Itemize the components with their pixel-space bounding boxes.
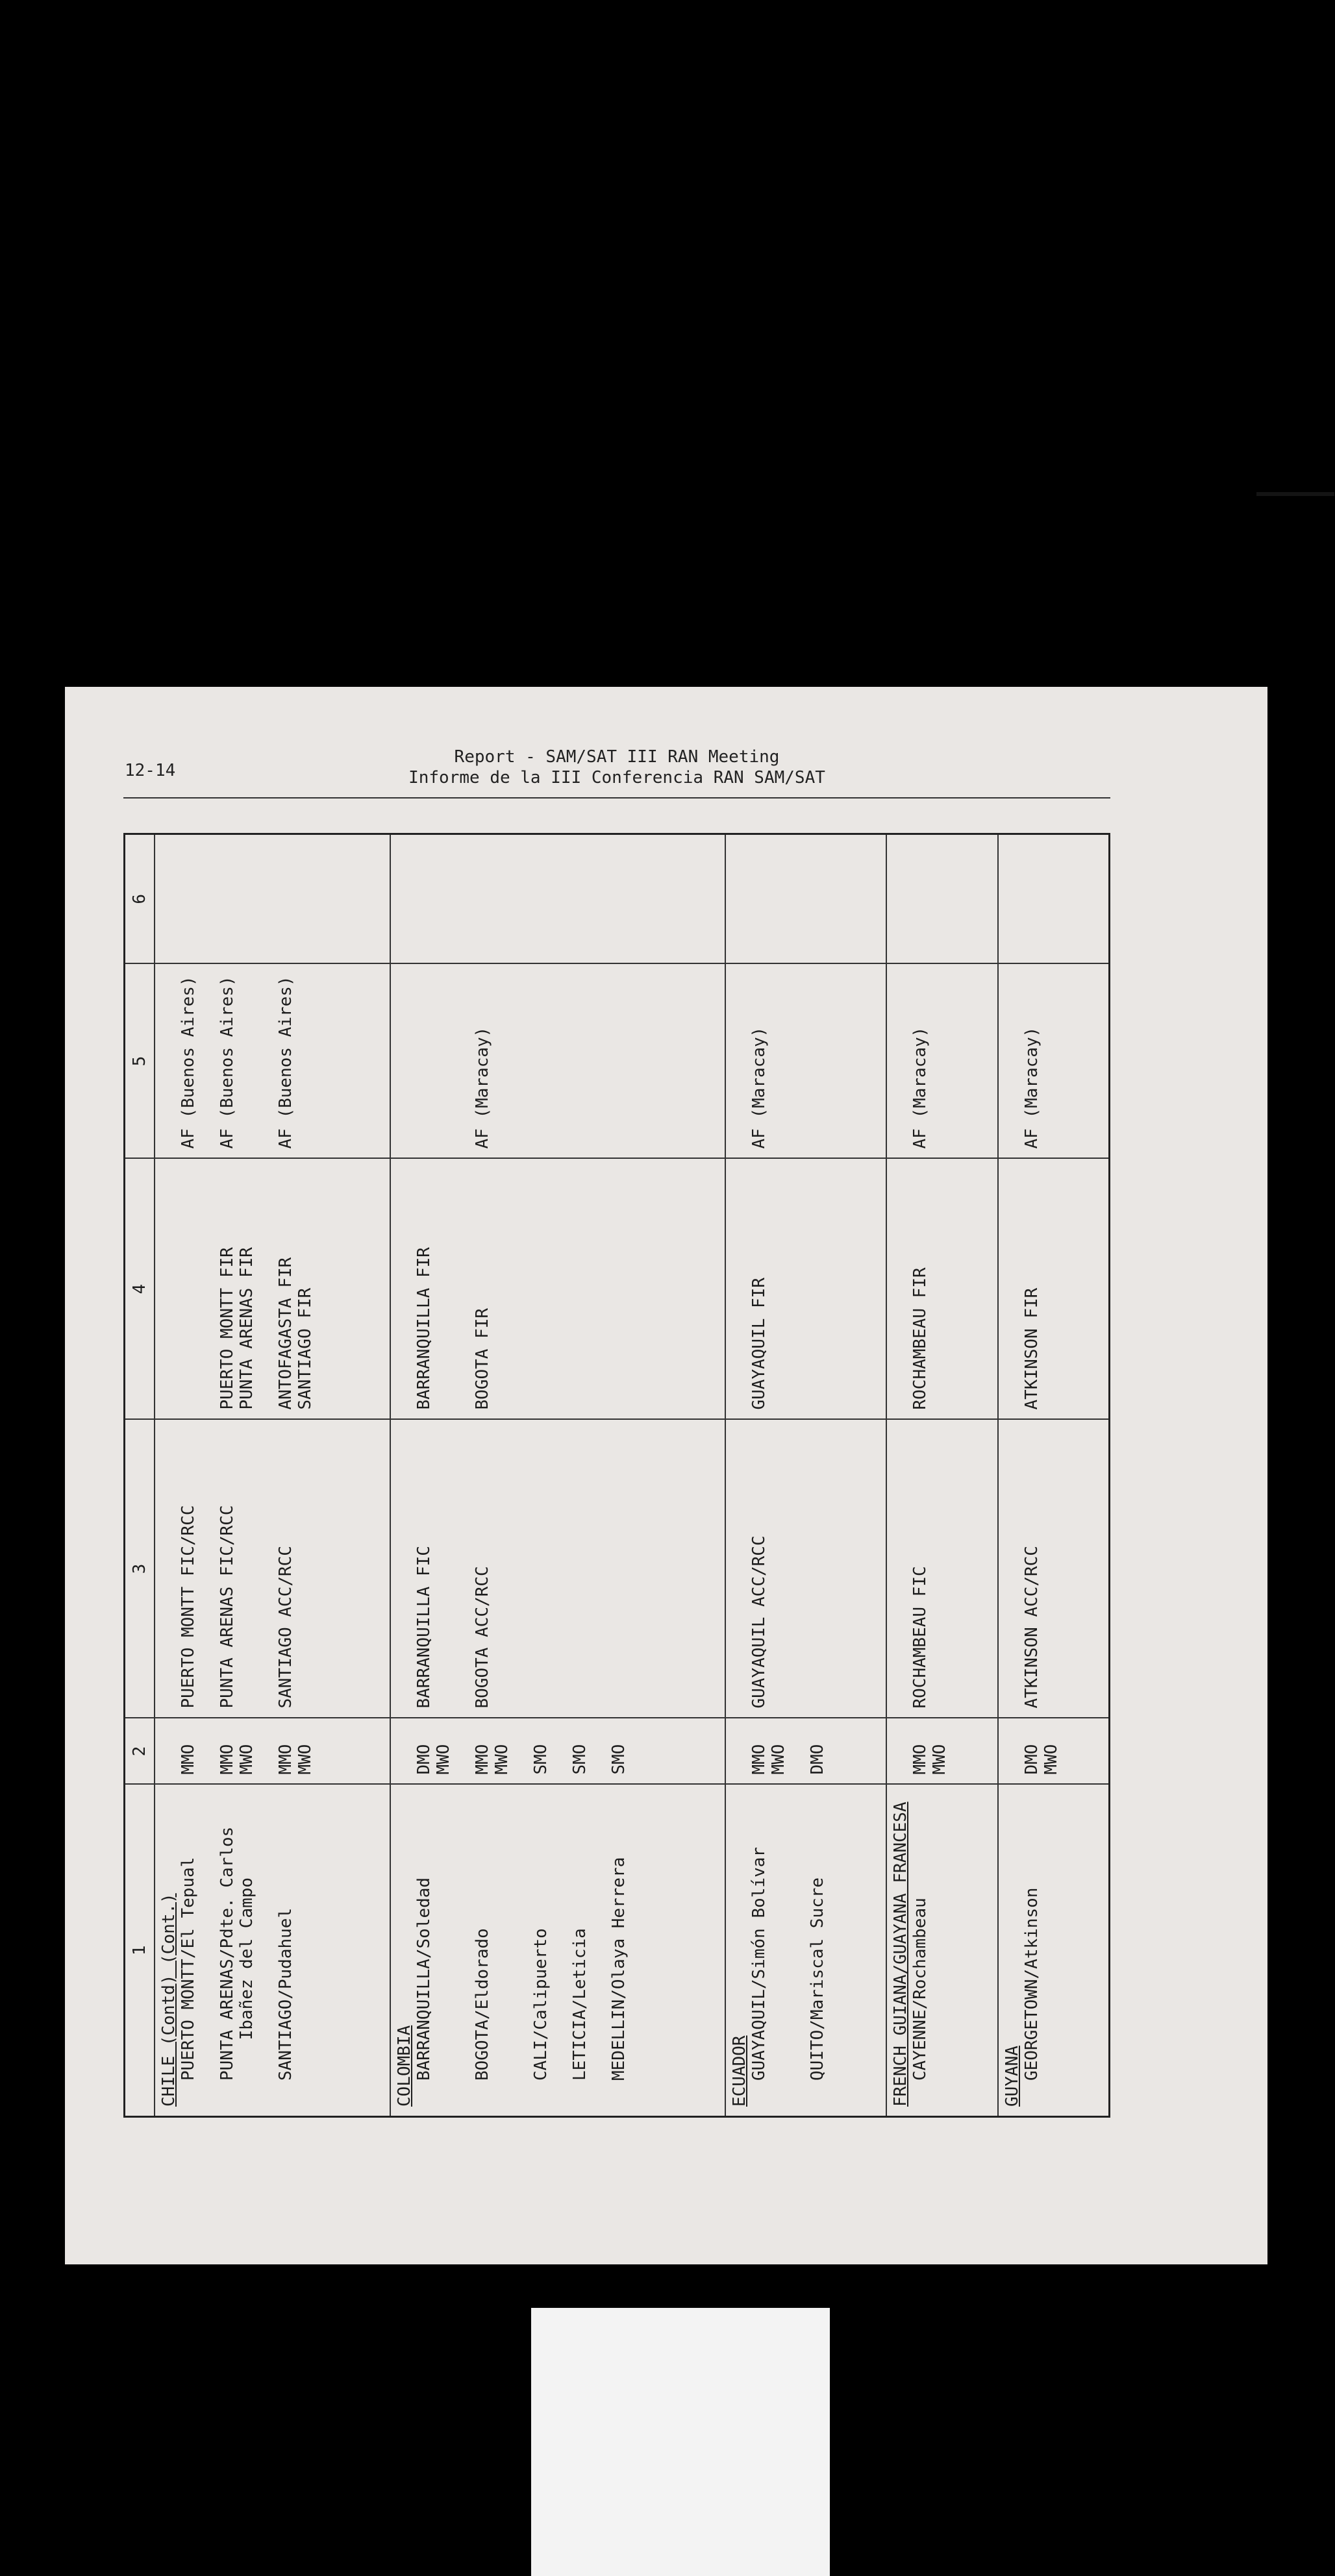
cell-text: MWO: [295, 1744, 315, 1775]
country-group-row: [390, 834, 725, 2117]
cell-text: BARRANQUILLA FIC: [414, 1546, 434, 1709]
cell-text: SANTIAGO/Pudahuel: [276, 1907, 295, 2081]
cell-text: ATKINSON FIR: [1021, 1287, 1042, 1410]
cell-text: BOGOTA/Eldorado: [472, 1928, 492, 2081]
cell-text: [609, 1430, 629, 1709]
cell-text: GUAYAQUIL FIR: [749, 1278, 769, 1410]
country-group-row: [155, 834, 390, 2117]
cell-text: QUITO/Mariscal Sucre: [808, 1877, 828, 2081]
country-heading: COLOMBIA: [394, 2025, 414, 2107]
table-cell-col2: [725, 1718, 886, 1785]
table-cell-col4: [725, 1159, 886, 1420]
table-cell-col2: [886, 1718, 997, 1785]
country-group-row: [886, 834, 997, 2117]
column-number-row: [125, 834, 155, 2117]
table-cell-col6: [998, 834, 1110, 964]
table-cell-col5: [390, 964, 725, 1159]
table-cell-col6: [155, 834, 390, 964]
table-cell-col2: [390, 1718, 725, 1785]
table-cell-col6: [390, 834, 725, 964]
table-cell-col3: [725, 1420, 886, 1718]
cell-text: MWO: [930, 1744, 950, 1775]
cell-text: AF (Maracay): [749, 1026, 769, 1149]
table-cell-col1: [155, 1785, 390, 2117]
cell-text: LETICIA/Leticia: [569, 1928, 590, 2081]
cell-text: MMO: [749, 1744, 769, 1775]
facilities-table: [123, 833, 1110, 2118]
cell-text: SMO: [569, 1744, 590, 1775]
table-cell-col2: [155, 1718, 390, 1785]
cell-text: [808, 1169, 827, 1410]
cell-text: SMO: [608, 1744, 629, 1775]
cell-text: MWO: [237, 1744, 256, 1775]
report-title: [364, 747, 870, 788]
table-cell-col1: [390, 1785, 725, 2117]
column-header-4: 4: [125, 1159, 155, 1420]
cell-text: PUERTO MONTT/El Tepual: [179, 1857, 198, 2081]
table-cell-col6: [725, 834, 886, 964]
cell-text: SANTIAGO FIR: [295, 1287, 315, 1410]
table-cell-col5: [886, 964, 997, 1159]
table-cell-col4: [155, 1159, 390, 1420]
cell-text: ANTOFAGASTA FIR: [276, 1257, 295, 1410]
cell-text: MMO: [218, 1744, 237, 1775]
cell-text: [808, 974, 827, 1149]
table-cell-col4: [998, 1159, 1110, 1420]
cell-text: DMO: [1021, 1744, 1042, 1775]
column-header-3: 3: [125, 1420, 155, 1718]
cell-text: AF (Maracay): [1021, 1026, 1042, 1149]
country-heading: FRENCH GUIANA/GUAYANA FRANCESA: [891, 1802, 911, 2107]
scan-speck: [1256, 492, 1334, 496]
cell-text: GUAYAQUIL ACC/RCC: [749, 1535, 769, 1709]
column-header-5: 5: [125, 964, 155, 1159]
cell-text: BOGOTA ACC/RCC: [472, 1566, 492, 1709]
cell-text: [609, 974, 629, 1149]
country-group-row: [725, 834, 886, 2117]
rotated-table-wrapper: [123, 835, 1110, 2118]
cell-text: PUNTA ARENAS FIR: [237, 1247, 256, 1410]
cell-text: GEORGETOWN/Atkinson: [1021, 1887, 1042, 2081]
cell-text: MMO: [179, 1744, 198, 1775]
cell-text: BOGOTA FIR: [472, 1307, 492, 1410]
table-cell-col3: [155, 1420, 390, 1718]
table-cell-col3: [390, 1420, 725, 1718]
table-cell-col1: [725, 1785, 886, 2117]
cell-text: BARRANQUILLA FIR: [414, 1247, 434, 1410]
cell-text: PUERTO MONTT FIR: [218, 1247, 237, 1410]
cell-text: AF (Buenos Aires): [218, 976, 237, 1149]
paper-slip: [531, 2308, 830, 2576]
table-cell-col2: [998, 1718, 1110, 1785]
cell-text: PUNTA ARENAS/Pdte. Carlos: [218, 1826, 237, 2081]
cell-text: MMO: [472, 1744, 492, 1775]
column-header-6: 6: [125, 834, 155, 964]
cell-text: MEDELLIN/Olaya Herrera: [608, 1857, 629, 2081]
cell-text: MWO: [769, 1744, 789, 1775]
cell-text: [531, 1430, 551, 1709]
column-header-1: 1: [125, 1785, 155, 2117]
cell-text: [808, 1430, 827, 1709]
cell-text: PUNTA ARENAS FIC/RCC: [218, 1505, 237, 1709]
cell-text: AF (Maracay): [472, 1026, 492, 1149]
cell-text: MMO: [276, 1744, 295, 1775]
country-group-row: [998, 834, 1110, 2117]
cell-text: DMO: [414, 1744, 434, 1775]
column-header-2: 2: [125, 1718, 155, 1785]
cell-text: SMO: [530, 1744, 551, 1775]
cell-text: [609, 1169, 629, 1410]
cell-text: SANTIAGO ACC/RCC: [276, 1546, 295, 1709]
cell-text: AF (Maracay): [910, 1026, 930, 1149]
table-cell-col4: [886, 1159, 997, 1420]
table-cell-col5: [725, 964, 886, 1159]
cell-text: ROCHAMBEAU FIR: [910, 1267, 930, 1410]
country-heading: CHILE (Contd) (Cont.): [159, 1893, 179, 2107]
cell-text: Ibañez del Campo: [237, 1877, 256, 2081]
table-cell-col5: [998, 964, 1110, 1159]
report-title-es: Informe de la III Conferencia RAN SAM/SAT: [408, 768, 825, 787]
cell-text: BARRANQUILLA/Soledad: [414, 1877, 434, 2081]
table-cell-col6: [886, 834, 997, 964]
table-cell-col3: [886, 1420, 997, 1718]
cell-text: ROCHAMBEAU FIC: [910, 1566, 930, 1709]
header-rule: [123, 797, 1110, 799]
cell-text: MWO: [492, 1744, 512, 1775]
cell-text: PUERTO MONTT FIC/RCC: [179, 1505, 198, 1709]
country-heading: GUYANA: [1002, 2046, 1022, 2107]
cell-text: AF (Buenos Aires): [179, 976, 198, 1149]
report-title-en: Report - SAM/SAT III RAN Meeting: [454, 747, 780, 767]
page-number: 12-14: [125, 761, 176, 780]
table-cell-col4: [390, 1159, 725, 1420]
cell-text: [531, 1169, 551, 1410]
cell-text: [570, 1169, 590, 1410]
cell-text: ATKINSON ACC/RCC: [1021, 1546, 1042, 1709]
table-cell-col5: [155, 964, 390, 1159]
cell-text: AF (Buenos Aires): [276, 976, 295, 1149]
table-cell-col1: [886, 1785, 997, 2117]
cell-text: CAYENNE/Rochambeau: [910, 1898, 930, 2081]
cell-text: GUAYAQUIL/Simón Bolívar: [749, 1846, 769, 2081]
country-heading: ECUADOR: [730, 2035, 750, 2107]
cell-text: MWO: [433, 1744, 453, 1775]
cell-text: [570, 1430, 590, 1709]
cell-text: MWO: [1041, 1744, 1061, 1775]
cell-text: DMO: [808, 1744, 828, 1775]
cell-text: [531, 974, 551, 1149]
cell-text: [570, 974, 590, 1149]
table-cell-col3: [998, 1420, 1110, 1718]
cell-text: [414, 974, 434, 1149]
table-cell-col1: [998, 1785, 1110, 2117]
cell-text: MMO: [910, 1744, 930, 1775]
cell-text: CALI/Calipuerto: [530, 1928, 551, 2081]
cell-text: [179, 1169, 198, 1410]
